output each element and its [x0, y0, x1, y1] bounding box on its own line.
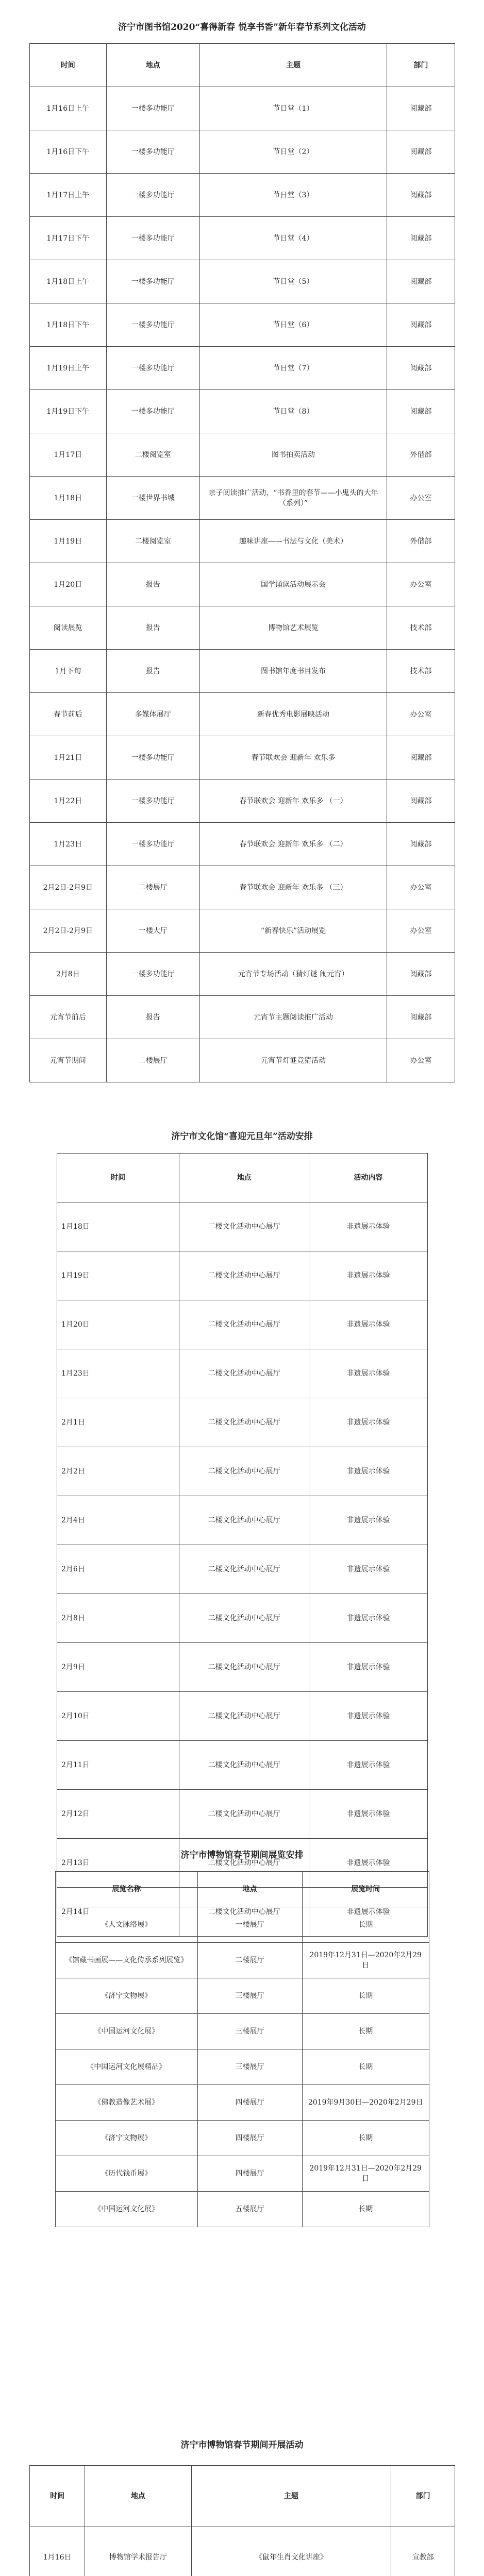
table-cell: 1月18日上午: [30, 260, 107, 303]
table-cell: 非遗展示体验: [309, 1839, 427, 1888]
table-cell: 阅藏部: [387, 823, 455, 866]
table-cell: 长期: [302, 2014, 429, 2049]
table-cell: 办公室: [387, 477, 455, 520]
table-cell: 国学诵读活动展示会: [200, 563, 387, 606]
table-cell: 二楼文化活动中心展厅: [179, 1888, 309, 1937]
table-cell: 1月19日: [57, 1251, 179, 1300]
table-cell: 1月17日: [30, 433, 107, 477]
table-cell: 1月20日: [57, 1300, 179, 1349]
table-row: [30, 433, 455, 477]
table-cell: 一楼多功能厅: [106, 87, 200, 130]
table-cell: 亲子阅读推广活动，“书香里的春节——小鬼头的大年（系列）”: [200, 477, 387, 520]
museum-exhibitions-body: [56, 1907, 429, 2227]
table-row: [30, 2527, 455, 2576]
table-cell: 图书馆年度书目发布: [200, 650, 387, 693]
table-cell: 四楼展厅: [197, 2121, 302, 2156]
table-cell: 长期: [302, 2121, 429, 2156]
table-cell: 1月22日: [30, 779, 107, 823]
table-cell: 1月18日下午: [30, 303, 107, 347]
table-cell: 1月17日上午: [30, 174, 107, 217]
header-department: 部门: [387, 44, 455, 87]
table-cell: 阅藏部: [387, 347, 455, 390]
table-cell: 三楼展厅: [197, 2049, 302, 2085]
table-header-row: [56, 1872, 429, 1907]
table-row: [56, 2085, 429, 2121]
table-cell: 二楼文化活动中心展厅: [179, 1300, 309, 1349]
table-row: [57, 1202, 428, 1251]
museum-activities-body: [30, 2527, 455, 2576]
table-row: [30, 736, 455, 779]
table-cell: 一楼多功能厅: [106, 823, 200, 866]
table-cell: 博物馆学术报告厅: [85, 2527, 191, 2576]
table-cell: 二楼文化活动中心展厅: [179, 1349, 309, 1398]
table-cell: 二楼展厅: [197, 1943, 302, 1978]
museum-activities-title: 济宁市博物馆春节期间开展活动: [180, 2440, 304, 2450]
table-cell: 四楼展厅: [197, 2085, 302, 2121]
table-cell: 长期: [302, 2192, 429, 2227]
table-cell: 1月17日下午: [30, 217, 107, 260]
table-row: [30, 1039, 455, 1082]
table-cell: 非遗展示体验: [309, 1251, 427, 1300]
table-cell: 《馆藏书画展——文化传承系列展览》: [56, 1943, 198, 1978]
table-row: [30, 303, 455, 347]
table-row: [30, 823, 455, 866]
library-activities-title: 济宁市图书馆2020“喜得新春 悦享书香”新年春节系列文化活动: [118, 22, 366, 32]
table-cell: 《历代钱币展》: [56, 2156, 198, 2192]
cultural-center-activities-body: [57, 1202, 428, 1937]
table-cell: 办公室: [387, 693, 455, 736]
table-cell: 一楼多功能厅: [106, 779, 200, 823]
table-cell: 外借部: [387, 520, 455, 563]
table-cell: 2月14日: [57, 1888, 179, 1937]
table-cell: 2月4日: [57, 1496, 179, 1545]
table-cell: 2019年12月31日—2020年2月29日: [302, 1943, 429, 1978]
table-row: [57, 1545, 428, 1594]
table-cell: 办公室: [387, 563, 455, 606]
table-cell: 2月11日: [57, 1741, 179, 1790]
header-location: 地点: [106, 44, 200, 87]
table-cell: 二楼文化活动中心展厅: [179, 1202, 309, 1251]
table-row: [56, 2192, 429, 2227]
table-cell: 1月19日上午: [30, 347, 107, 390]
table-cell: 二楼文化活动中心展厅: [179, 1643, 309, 1692]
table-cell: 阅藏部: [387, 303, 455, 347]
table-cell: 二楼文化活动中心展厅: [179, 1545, 309, 1594]
table-cell: 1月16日: [30, 2527, 85, 2576]
table-cell: 一楼多功能厅: [106, 174, 200, 217]
table-header-row: [57, 1154, 428, 1202]
table-cell: 图书拍卖活动: [200, 433, 387, 477]
table-cell: 非遗展示体验: [309, 1790, 427, 1839]
table-cell: 一楼展厅: [197, 1907, 302, 1943]
table-cell: 节日堂（7）: [200, 347, 387, 390]
table-row: [57, 1692, 428, 1741]
table-cell: 1月16日上午: [30, 87, 107, 130]
table-cell: 阅藏部: [387, 260, 455, 303]
table-cell: 一楼多功能厅: [106, 303, 200, 347]
table-cell: 二楼文化活动中心展厅: [179, 1496, 309, 1545]
table-cell: 1月23日: [57, 1349, 179, 1398]
table-row: [57, 1398, 428, 1447]
table-cell: 报告: [106, 996, 200, 1039]
table-row: [57, 1643, 428, 1692]
table-row: [30, 130, 455, 174]
table-cell: 1月18日: [30, 477, 107, 520]
table-cell: 非遗展示体验: [309, 1888, 427, 1937]
table-cell: 阅藏部: [387, 217, 455, 260]
table-cell: 元宵节专场活动（猜灯谜 闹元宵）: [200, 953, 387, 996]
museum-exhibitions-title: 济宁市博物馆春节期间展览安排: [180, 1850, 304, 1860]
header-time: 时间: [57, 1154, 179, 1202]
table-cell: 二楼阅览室: [106, 433, 200, 477]
table-cell: 一楼多功能厅: [106, 260, 200, 303]
table-cell: 2月9日: [57, 1643, 179, 1692]
table-cell: 2月12日: [57, 1790, 179, 1839]
table-cell: 技术部: [387, 650, 455, 693]
table-cell: 阅藏部: [387, 87, 455, 130]
table-cell: 2月2日: [57, 1447, 179, 1496]
table-cell: 非遗展示体验: [309, 1349, 427, 1398]
table-cell: 非遗展示体验: [309, 1692, 427, 1741]
table-cell: 报告: [106, 563, 200, 606]
table-cell: 三楼展厅: [197, 2014, 302, 2049]
library-activities-table: [29, 43, 455, 1082]
table-row: [57, 1349, 428, 1398]
table-cell: 2月2日-2月9日: [30, 909, 107, 953]
header-exhibition-time: 展览时间: [302, 1872, 429, 1907]
table-cell: 一楼多功能厅: [106, 736, 200, 779]
table-cell: 二楼文化活动中心展厅: [179, 1447, 309, 1496]
table-cell: 二楼阅览室: [106, 520, 200, 563]
table-cell: 长期: [302, 1978, 429, 2014]
table-row: [57, 1741, 428, 1790]
header-theme: 主题: [200, 44, 387, 87]
table-cell: 二楼文化活动中心展厅: [179, 1594, 309, 1643]
cultural-center-activities-table: [57, 1153, 428, 1937]
table-cell: 技术部: [387, 606, 455, 650]
table-cell: 三楼展厅: [197, 1978, 302, 2014]
table-cell: 《中国运河文化展》: [56, 2014, 198, 2049]
table-cell: 1月21日: [30, 736, 107, 779]
table-cell: 节日堂（2）: [200, 130, 387, 174]
table-cell: 长期: [302, 1907, 429, 1943]
table-cell: 阅藏部: [387, 390, 455, 433]
table-cell: 外借部: [387, 433, 455, 477]
table-row: [30, 260, 455, 303]
table-cell: 元宵节灯谜竞猜活动: [200, 1039, 387, 1082]
table-cell: 非遗展示体验: [309, 1496, 427, 1545]
table-cell: 一楼多功能厅: [106, 953, 200, 996]
table-row: [30, 996, 455, 1039]
table-header-row: [30, 2466, 455, 2527]
table-cell: 非遗展示体验: [309, 1447, 427, 1496]
table-cell: 春节联欢会 迎新年 欢乐多 （三）: [200, 866, 387, 909]
table-cell: 非遗展示体验: [309, 1300, 427, 1349]
table-cell: 一楼大厅: [106, 909, 200, 953]
table-row: [30, 347, 455, 390]
table-cell: 非遗展示体验: [309, 1594, 427, 1643]
table-cell: 趣味讲座——书法与文化（美术）: [200, 520, 387, 563]
table-row: [30, 650, 455, 693]
table-row: [56, 1978, 429, 2014]
table-row: [30, 520, 455, 563]
table-cell: 2月2日-2月9日: [30, 866, 107, 909]
table-cell: 元宵节前后: [30, 996, 107, 1039]
table-cell: 节日堂（3）: [200, 174, 387, 217]
table-cell: 《中国运河文化展》: [56, 2192, 198, 2227]
table-cell: 报告: [106, 650, 200, 693]
table-cell: 二楼文化活动中心展厅: [179, 1839, 309, 1888]
table-cell: 节日堂（1）: [200, 87, 387, 130]
table-cell: 《济宁文物展》: [56, 1978, 198, 2014]
table-cell: 办公室: [387, 909, 455, 953]
table-row: [30, 779, 455, 823]
table-cell: 阅读展览: [30, 606, 107, 650]
table-row: [57, 1447, 428, 1496]
table-row: [56, 2121, 429, 2156]
table-cell: 非遗展示体验: [309, 1741, 427, 1790]
table-row: [30, 217, 455, 260]
table-cell: 1月下旬: [30, 650, 107, 693]
table-cell: 非遗展示体验: [309, 1643, 427, 1692]
table-cell: 报告: [106, 606, 200, 650]
table-row: [30, 477, 455, 520]
table-cell: 非遗展示体验: [309, 1202, 427, 1251]
table-header-row: [30, 44, 455, 87]
table-row: [57, 1251, 428, 1300]
table-cell: 阅藏部: [387, 779, 455, 823]
museum-exhibitions-table: [55, 1871, 429, 2227]
table-row: [30, 174, 455, 217]
table-row: [30, 390, 455, 433]
table-cell: 1月18日: [57, 1202, 179, 1251]
table-cell: 二楼文化活动中心展厅: [179, 1251, 309, 1300]
table-row: [30, 866, 455, 909]
header-theme: 主题: [191, 2466, 391, 2527]
museum-activities-table: [29, 2465, 455, 2576]
header-location: 地点: [179, 1154, 309, 1202]
table-cell: 阅藏部: [387, 736, 455, 779]
table-cell: 一楼多功能厅: [106, 390, 200, 433]
table-cell: 二楼文化活动中心展厅: [179, 1692, 309, 1741]
table-cell: 节日堂（4）: [200, 217, 387, 260]
table-cell: 《中国运河文化展精品》: [56, 2049, 198, 2085]
table-cell: 1月20日: [30, 563, 107, 606]
table-cell: 五楼展厅: [197, 2192, 302, 2227]
table-cell: 二楼文化活动中心展厅: [179, 1398, 309, 1447]
table-row: [57, 1594, 428, 1643]
table-cell: 2月8日: [30, 953, 107, 996]
table-cell: 节日堂（6）: [200, 303, 387, 347]
table-cell: 元宵节期间: [30, 1039, 107, 1082]
table-cell: 宣教部: [391, 2527, 455, 2576]
table-cell: 《鼠年生肖文化讲座》: [191, 2527, 391, 2576]
cultural-center-activities-title: 济宁市文化馆“喜迎元旦年”活动安排: [171, 1131, 313, 1142]
table-cell: 春节前后: [30, 693, 107, 736]
header-content: 活动内容: [309, 1154, 427, 1202]
table-row: [56, 2156, 429, 2192]
table-row: [56, 1907, 429, 1943]
table-cell: 2月6日: [57, 1545, 179, 1594]
table-cell: 《济宁文物展》: [56, 2121, 198, 2156]
header-exhibition-name: 展览名称: [56, 1872, 198, 1907]
table-cell: 一楼多功能厅: [106, 130, 200, 174]
table-cell: 2月13日: [57, 1839, 179, 1888]
table-cell: 阅藏部: [387, 996, 455, 1039]
table-cell: 《人文脉络展》: [56, 1907, 198, 1943]
table-cell: 节日堂（5）: [200, 260, 387, 303]
table-row: [30, 693, 455, 736]
table-cell: 一楼多功能厅: [106, 217, 200, 260]
table-row: [30, 953, 455, 996]
table-cell: 阅藏部: [387, 953, 455, 996]
table-cell: 1月19日: [30, 520, 107, 563]
table-cell: 1月23日: [30, 823, 107, 866]
header-location: 地点: [197, 1872, 302, 1907]
table-row: [56, 1943, 429, 1978]
library-activities-body: [30, 87, 455, 1082]
table-cell: 办公室: [387, 1039, 455, 1082]
table-cell: 长期: [302, 2049, 429, 2085]
table-row: [57, 1790, 428, 1839]
table-cell: 一楼世界书城: [106, 477, 200, 520]
table-row: [57, 1496, 428, 1545]
table-cell: 二楼展厅: [106, 866, 200, 909]
table-cell: 1月19日下午: [30, 390, 107, 433]
table-row: [30, 606, 455, 650]
table-cell: 2019年9月30日—2020年2月29日: [302, 2085, 429, 2121]
table-cell: 二楼文化活动中心展厅: [179, 1790, 309, 1839]
table-cell: “新春快乐”活动展览: [200, 909, 387, 953]
table-cell: 新春优秀电影展映活动: [200, 693, 387, 736]
table-cell: 阅藏部: [387, 130, 455, 174]
header-time: 时间: [30, 2466, 85, 2527]
table-cell: 四楼展厅: [197, 2156, 302, 2192]
header-department: 部门: [391, 2466, 455, 2527]
table-cell: 一楼多功能厅: [106, 347, 200, 390]
table-cell: 春节联欢会 迎新年 欢乐多: [200, 736, 387, 779]
table-cell: 节日堂（8）: [200, 390, 387, 433]
table-cell: 非遗展示体验: [309, 1545, 427, 1594]
table-cell: 办公室: [387, 866, 455, 909]
table-row: [56, 2014, 429, 2049]
table-cell: 博物馆艺术展览: [200, 606, 387, 650]
table-row: [56, 2049, 429, 2085]
table-cell: 2月10日: [57, 1692, 179, 1741]
table-cell: 二楼文化活动中心展厅: [179, 1741, 309, 1790]
header-time: 时间: [30, 44, 107, 87]
table-cell: 阅藏部: [387, 174, 455, 217]
table-cell: 元宵节主题阅读推广活动: [200, 996, 387, 1039]
header-location: 地点: [85, 2466, 191, 2527]
table-cell: 春节联欢会 迎新年 欢乐多 （二）: [200, 823, 387, 866]
table-cell: 春节联欢会 迎新年 欢乐多 （一）: [200, 779, 387, 823]
table-cell: 2019年12月31日—2020年2月29日: [302, 2156, 429, 2192]
table-cell: 1月16日下午: [30, 130, 107, 174]
table-cell: 多媒体展厅: [106, 693, 200, 736]
table-cell: 二楼展厅: [106, 1039, 200, 1082]
table-row: [30, 909, 455, 953]
table-cell: 2月1日: [57, 1398, 179, 1447]
table-cell: 《佛教造像艺术展》: [56, 2085, 198, 2121]
table-cell: 非遗展示体验: [309, 1398, 427, 1447]
table-cell: 2月8日: [57, 1594, 179, 1643]
table-row: [30, 563, 455, 606]
table-row: [30, 87, 455, 130]
table-row: [57, 1300, 428, 1349]
